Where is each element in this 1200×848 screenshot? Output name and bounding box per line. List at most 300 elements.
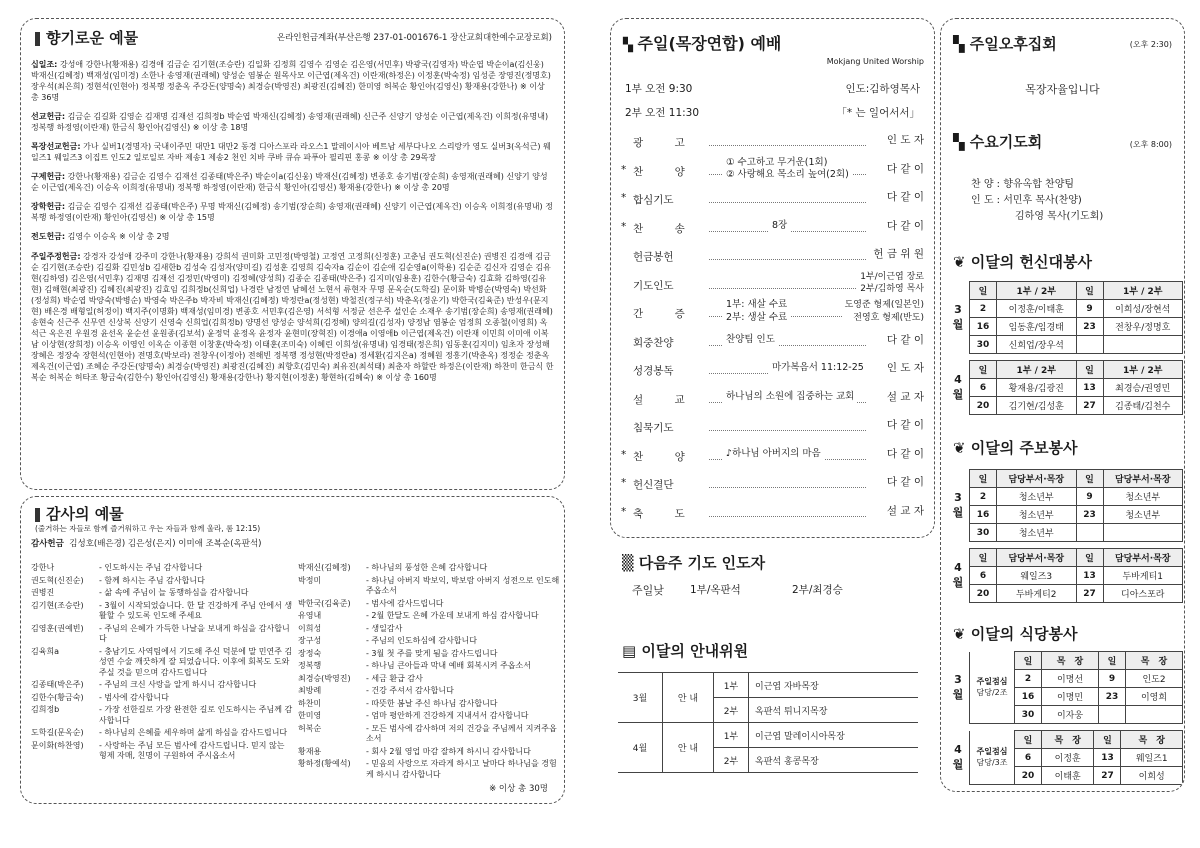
thanks-entry <box>298 759 560 780</box>
thanks-message: - 따뜻한 봄날 주신 하나님 감사합니다 <box>366 698 498 708</box>
bullet-icon: ▒ <box>622 554 639 572</box>
schedule-cell: 20 <box>970 585 997 603</box>
wednesday-lines <box>971 177 1103 225</box>
service-leader: 다 같 이 <box>884 476 924 489</box>
service-name: 광 고 <box>633 137 685 149</box>
thanks-name: 김종태(박은주) <box>31 680 84 689</box>
thanks-entry <box>31 680 293 691</box>
schedule-table <box>947 360 1183 415</box>
thanks-name: 황하정(황예석) <box>298 759 351 768</box>
schedule-col: 일 <box>970 282 997 300</box>
thanks-name: 강한나 <box>31 563 55 572</box>
schedule-row <box>947 567 1183 585</box>
schedule-col: 1부 / 2부 <box>1103 282 1183 300</box>
thanks-entry <box>298 674 560 685</box>
worship-leader: 인도:김하영목사 <box>845 83 920 95</box>
schedule-cell: 16 <box>1015 688 1042 706</box>
schedule-table <box>947 548 1183 603</box>
schedule-header <box>947 361 1183 379</box>
offering-names: 김금순 김영수 김재선 김종태(박은주) 무명 박재신(김혜정) 송기범(장순희) 송영재(권래혜) 신양기 이근엽(제옥건) 이승옥 이희정(유명내) 정복행 하정영(이란재) 황인아(김영신) <box>31 202 553 222</box>
guide-role: 안 내 <box>663 673 714 723</box>
offering-total: ※ 이상 총 36명 <box>31 82 545 102</box>
schedule-col: 일 <box>1094 731 1121 749</box>
offerings-title <box>35 27 138 48</box>
leaf-icon: ❦ <box>953 253 971 271</box>
thanks-entry <box>31 741 293 762</box>
schedule-lead <box>970 652 1015 724</box>
thanks-message: - 세금 환급 감사 <box>366 673 423 683</box>
service-row <box>619 327 926 356</box>
leaf-icon: ❦ <box>953 625 971 643</box>
service-leader: 다 같 이 <box>884 448 924 461</box>
wednesday-time: (오후 8:00) <box>1129 140 1172 149</box>
schedule-col: 일 <box>1076 361 1103 379</box>
thanks-message: - 인도하시는 주님 감사합니다 <box>99 563 203 572</box>
schedule-cell: 이정훈 <box>1042 749 1094 767</box>
thanks-name: 박한국(김육준) <box>298 598 351 608</box>
thanks-title <box>35 503 124 524</box>
schedule-cell: 청소년부 <box>997 488 1077 506</box>
offering-label: 전도헌금: <box>31 232 66 241</box>
bullet-icon: ▤ <box>622 642 642 660</box>
schedule-month: 4월 <box>952 743 964 771</box>
schedule-cell: 청소년부 <box>997 506 1077 524</box>
offering-total: ※ 이상 총 160명 <box>376 373 437 382</box>
special-thanks-label: 감사헌금 <box>31 539 64 549</box>
service-leader: 다 같 이 <box>884 163 924 176</box>
guides <box>610 640 935 780</box>
schedule-cell: 이희성 <box>1121 767 1183 785</box>
thanks-message: - 삶 속에 주님이 늘 동행하심을 감사합니다 <box>99 588 249 597</box>
service-row <box>619 498 926 527</box>
service-name: 헌신결단 <box>633 479 674 491</box>
schedule-col: 일 <box>970 549 997 567</box>
service-name: 회중찬양 <box>633 336 674 349</box>
worship-time2: 2부 오전 11:30 <box>625 107 700 119</box>
thanks-total: ※ 이상 총 30명 <box>489 783 548 794</box>
guides-table <box>618 672 918 773</box>
guide-month: 3월 <box>618 673 663 723</box>
schedule-cell: 청소년부 <box>1103 506 1183 524</box>
guide-name: 이근엽 자바목장 <box>749 673 919 698</box>
service-name: 합심기도 <box>633 194 674 206</box>
service-name: 성경봉독 <box>633 365 674 377</box>
schedule-cell: 인도2 <box>1126 670 1183 688</box>
schedule-row <box>947 585 1183 603</box>
offering-group <box>31 251 554 383</box>
service-dots <box>709 259 866 260</box>
offering-group <box>31 141 554 163</box>
thanks-name: 황재용 <box>298 746 322 756</box>
schedule-cell <box>1103 524 1183 542</box>
cafeteria-tables <box>947 651 1183 785</box>
schedule-cell: 2 <box>970 488 997 506</box>
wednesday-line: 인 도 : 서민후 목사(찬양) <box>971 195 1082 206</box>
thanks-left-list <box>31 563 293 764</box>
schedule-lead-sub: 담당/3조 <box>976 758 1008 768</box>
thanks-message: - 생일감사 <box>366 623 403 633</box>
guide-name: 옥판석 홍콩목장 <box>749 748 919 773</box>
service-row <box>619 412 926 441</box>
leaf-icon: ❦ <box>953 439 971 457</box>
thanks-entry <box>298 747 560 758</box>
schedule-cell: 이영희 <box>1126 688 1183 706</box>
service-leader: 1부/이근엽 장로 2부/김하영 목사 <box>857 271 924 296</box>
service-dots <box>709 288 866 289</box>
schedule-cell: 9 <box>1076 300 1103 318</box>
service-star: * <box>621 448 627 461</box>
service-name: 침묵기도 <box>633 422 674 434</box>
bulletin-tables <box>947 469 1183 603</box>
thanks-entry <box>298 563 560 574</box>
thanks-message: - 하나님 큰아들과 막내 예배 회복시켜 주옵소서 <box>366 661 531 670</box>
thanks-name: 최경승(박영진) <box>298 673 351 683</box>
guide-month: 4월 <box>618 723 663 773</box>
schedule-col: 목 장 <box>1126 652 1183 670</box>
schedule-cell: 6 <box>1015 749 1042 767</box>
offering-groups <box>31 59 554 391</box>
bullet-icon: ▚ <box>623 38 638 53</box>
devotion-title <box>953 251 1092 272</box>
schedule-col: 일 <box>1099 652 1126 670</box>
thanks-name: 권병진 <box>31 588 55 597</box>
schedule-cell: 디아스포라 <box>1103 585 1183 603</box>
service-detail: 마가복음서 11:12-25 <box>769 362 867 375</box>
service-name: 찬 양 <box>633 165 685 178</box>
thanks-message: - 주님의 인도하심에 감사합니다 <box>366 636 477 645</box>
schedule-header <box>947 470 1183 488</box>
schedule-header <box>947 731 1183 749</box>
thanks-name: 박정미 <box>298 575 322 585</box>
afternoon-text: 목장자율입니다 <box>1025 83 1100 96</box>
special-thanks-names: 김성호(배은경) 김은성(은지) 이미애 조복순(옥판석) <box>69 539 262 549</box>
schedule-col: 담당부서·목장 <box>1103 549 1183 567</box>
thanks-message: - 가장 선한길로 가장 완전한 길로 인도하시는 주님께 감사합니다 <box>99 705 293 725</box>
schedule-col: 담당부서·목장 <box>997 549 1077 567</box>
schedule-cell: 27 <box>1076 585 1103 603</box>
schedule-col: 일 <box>1076 549 1103 567</box>
schedule-cell: 웨일즈1 <box>1121 749 1183 767</box>
schedule-cell: 2 <box>970 300 997 318</box>
schedule-col: 담당부서·목장 <box>997 470 1077 488</box>
service-dots <box>709 430 866 431</box>
thanks-entry <box>31 601 293 622</box>
schedule-cell: 23 <box>1099 688 1126 706</box>
account-info: 온라인헌금계좌(부산은행 237-01-001676-1 장산교회대한예수교장로회) <box>277 33 552 43</box>
thanks-verse: (줄거하는 자들로 함께 즐거워하고 우는 자들과 함께 울라, 롬 12:15) <box>35 524 261 533</box>
guides-title-text: 이달의 안내위원 <box>641 642 749 660</box>
schedule-cell: 이태훈 <box>1042 767 1094 785</box>
thanks-entry <box>298 611 560 622</box>
service-row <box>619 241 926 270</box>
service-row <box>619 469 926 498</box>
thanks-entry <box>31 576 293 587</box>
thanks-name: 김희정b <box>31 705 60 714</box>
schedule-cell: 30 <box>1015 706 1042 724</box>
thanks-entry <box>298 624 560 635</box>
thanks-message: - 주님의 은혜가 가득한 나날을 보내게 하심을 감사합니다 <box>99 623 290 643</box>
schedule-row <box>947 524 1183 542</box>
thanks-message: - 범사에 감사합니다 <box>99 692 169 702</box>
offering-total: ※ 이상 총 2명 <box>119 232 170 241</box>
guide-service: 1부 <box>714 723 749 748</box>
service-leader: 다 같 이 <box>884 334 924 347</box>
guide-name: 옥판석 튀니지목장 <box>749 698 919 723</box>
thanks-name: 문이화(하찬영) <box>31 740 84 750</box>
schedule-cell: 13 <box>1076 379 1103 397</box>
service-leader: 헌 금 위 원 <box>870 248 924 261</box>
thanks-name: 김영훈(권예빈) <box>31 623 84 633</box>
schedule-header <box>947 282 1183 300</box>
schedule-cell: 16 <box>970 506 997 524</box>
thanks-name: 장구성 <box>298 636 322 645</box>
schedule-month: 4월 <box>952 373 964 401</box>
schedule-col: 일 <box>970 470 997 488</box>
offering-names: 김영수 이승옥 <box>67 232 117 241</box>
afternoon-title <box>953 33 1057 54</box>
thanks-message: - 하나님의 은혜를 세우하며 삶게 하심을 감사드립니다 <box>99 728 288 737</box>
schedule-cell: 27 <box>1076 397 1103 415</box>
schedule-cell: 6 <box>970 379 997 397</box>
thanks-name: 김한수(황금숙) <box>31 692 84 702</box>
afternoon-time: (오후 2:30) <box>1129 40 1172 49</box>
thanks-name: 김기현(조승란) <box>31 600 84 610</box>
schedule-col: 일 <box>1015 731 1042 749</box>
thanks-message: - 함께 하시는 주님 감사합니다 <box>99 575 205 585</box>
schedule-lead-title: 주일점심 <box>976 747 1008 757</box>
offerings-title-text: 향기로운 예물 <box>46 29 139 47</box>
thanks-name: 정복행 <box>298 661 322 670</box>
schedule-table <box>947 469 1183 542</box>
service-dots <box>709 145 866 146</box>
schedule-cell <box>1076 524 1103 542</box>
schedule-cell: 청소년부 <box>1103 488 1183 506</box>
service-leader: 인 도 자 <box>884 134 924 147</box>
thanks-name: 유영내 <box>298 611 322 620</box>
guide-service: 2부 <box>714 698 749 723</box>
schedule-col: 1부 / 2부 <box>997 361 1077 379</box>
offering-total: ※ 이상 총 15명 <box>159 213 215 222</box>
afternoon-title-text: 주일오후집회 <box>969 35 1057 53</box>
offering-total: ※ 이상 총 20명 <box>394 183 450 192</box>
offering-label: 목장선교헌금: <box>31 142 81 151</box>
thanks-name: 최방례 <box>298 686 322 695</box>
worship-subtitle: Mokjang United Worship <box>826 57 924 66</box>
thanks-entry <box>298 636 560 647</box>
schedule-month: 4월 <box>952 561 964 589</box>
offering-names: 김금순 김길화 김영순 김재명 김재선 김희정b 박순엽 박재신(김혜정) 송영재(권래혜) 신근주 신양기 양성순 이근엽(제옥건) 이희정(유명내) 정복행 하정영(이란재) 한금식 황인아(김영신) <box>31 112 549 132</box>
thanks-entry <box>31 693 293 704</box>
offering-names: 강한나(황재용) 김금순 김영수 김재선 김종태(박은주) 박순이a(김신웅) 박재신(김혜정) 변종호 송기범(장순희) 송영재(권래혜) 신양기 양성순 이근엽(제옥건) 이승옥 이희정(유명내) 정복행 하정영(이란재) 한금식 황인아(김영신) 황재용(강한나) <box>31 172 548 192</box>
schedule-col: 일 <box>970 361 997 379</box>
schedule-cell: 이명민 <box>1042 688 1099 706</box>
thanks-message: - 하나님 아버지 박보익, 박보람 아버지 성전으로 인도해 주옵소서 <box>366 575 560 595</box>
schedule-table <box>947 281 1183 354</box>
service-row <box>619 270 926 299</box>
schedule-cell: 두바게티1 <box>1103 567 1183 585</box>
thanks-entry <box>298 724 560 745</box>
schedule-cell: 김종태/김천수 <box>1103 397 1183 415</box>
schedule-cell: 이명선 <box>1042 670 1099 688</box>
offering-group <box>31 201 554 223</box>
schedule-month: 3월 <box>952 491 964 519</box>
schedule-cell: 전창우/정명호 <box>1103 318 1183 336</box>
offering-label: 장학헌금: <box>31 202 66 211</box>
worship-title-text: 주일(목장연합) 예배 <box>637 34 782 53</box>
schedule-col: 1부 / 2부 <box>997 282 1077 300</box>
schedule-cell: 최경승/권영민 <box>1103 379 1183 397</box>
schedule-cell: 27 <box>1094 767 1121 785</box>
guides-title <box>622 640 748 661</box>
thanks-entry <box>298 576 560 597</box>
thanks-entry <box>31 563 293 574</box>
wednesday-line: 찬 양 : 향유옥합 찬양팀 <box>971 179 1075 190</box>
service-row <box>619 213 926 242</box>
schedule-cell: 이정훈/이태훈 <box>997 300 1077 318</box>
cafeteria-title-text: 이달의 식당봉사 <box>970 625 1078 643</box>
schedule-cell: 2 <box>1015 670 1042 688</box>
service-star: * <box>621 477 627 489</box>
service-leader: 인 도 자 <box>884 362 924 375</box>
schedule-lead-title: 주일점심 <box>976 677 1008 687</box>
service-name: 찬 송 <box>633 222 685 235</box>
schedule-cell: 9 <box>1076 488 1103 506</box>
schedule-row <box>947 506 1183 524</box>
thanks-name: 장정숙 <box>298 648 322 658</box>
thanks-right-list <box>298 563 560 782</box>
bulletin-title <box>953 437 1077 458</box>
schedule-col: 담당부서·목장 <box>1103 470 1183 488</box>
schedule-month: 3월 <box>952 673 964 701</box>
offering-total: ※ 이상 총 18명 <box>192 123 249 132</box>
thanks-message: - 엄마 평안하게 건강하게 지내셔서 감사합니다 <box>366 711 529 720</box>
schedule-row <box>947 397 1183 415</box>
thanks-name: 박재신(김혜정) <box>298 563 351 572</box>
thanks-name: 도학길(문옥순) <box>31 728 84 737</box>
schedule-cell: 30 <box>970 524 997 542</box>
wednesday-title <box>953 131 1042 152</box>
guide-service: 1부 <box>714 673 749 698</box>
service-row <box>619 127 926 156</box>
thanks-title-text: 감사의 예물 <box>46 505 124 523</box>
service-dots <box>709 487 866 488</box>
next-label: 주일낮 <box>632 584 664 597</box>
guide-service: 2부 <box>714 748 749 773</box>
offering-label: 구제헌금: <box>31 172 66 181</box>
thanks-name: 권도혁(신진순) <box>31 575 84 585</box>
schedule-cell <box>1103 336 1183 354</box>
service-row <box>619 441 926 470</box>
offering-total: ※ 이상 총 29목장 <box>372 153 436 162</box>
service-row <box>619 156 926 185</box>
schedule-col: 1부 / 2부 <box>1103 361 1183 379</box>
schedule-cell: 웨일즈3 <box>997 567 1077 585</box>
thanks-name: 하찬미 <box>298 698 322 708</box>
service-leader: 다 같 이 <box>884 191 924 204</box>
thanks-entry <box>31 647 293 679</box>
schedule-cell: 신희업/장우석 <box>997 336 1077 354</box>
service-star: * <box>621 220 627 233</box>
schedule-cell: 임동훈/임경태 <box>997 318 1077 336</box>
schedule-cell: 16 <box>970 318 997 336</box>
thanks-entry <box>31 588 293 599</box>
offering-names: 강성애 강한나(황재용) 김경애 김금순 김기현(조승란) 김일화 김정희 김영수 김영순 김은영(서민후) 박광국(김영자) 박순엽 박순이a(김신웅) 박재신(김혜정) 백재성(임미경) 소한나 송영재(권래혜) 양성순 염봉순 원목사모 이근엽(제옥건) 이란재(하정은) 이정훈(박숙정) 임성준 장영진(정명호) 장우석(최은희) 정현석(인현아) 정복행 정춘옥 주강돈(양명숙) 최경승(박영진) 최광진(김혜진) 한미영 허복순 황인아(김영신) 황재용(강한나) <box>31 60 551 91</box>
schedule-cell: 13 <box>1094 749 1121 767</box>
service-detail: ① 수고하고 무거운(1회) ② 사랑해요 목소리 높여(2회) <box>723 157 852 182</box>
schedule-cell: 9 <box>1099 670 1126 688</box>
service-leader: 다 같 이 <box>884 220 924 233</box>
thanks-message: - 3월 첫 주를 맞게 됨을 감사드립니다 <box>366 648 498 658</box>
schedule-cell: 김기현/김성훈 <box>997 397 1077 415</box>
service-detail: ♪하나님 아버지의 마음 <box>723 448 824 461</box>
thanks-message: - 모든 범사에 감사하며 저의 건강을 주님께서 지켜주옵소서 <box>366 723 557 743</box>
thanks-entry <box>298 599 560 610</box>
schedule-cell: 청소년부 <box>997 524 1077 542</box>
schedule-header <box>947 549 1183 567</box>
schedule-row <box>947 379 1183 397</box>
schedule-cell: 6 <box>970 567 997 585</box>
worship-title <box>623 31 781 54</box>
guide-name: 이근엽 말레이시아목장 <box>749 723 919 748</box>
service-name: 기도인도 <box>633 279 674 292</box>
bullet-icon: ▚ <box>953 35 970 53</box>
service-detail: 찬양팀 인도 <box>723 334 778 347</box>
worship-time1: 1부 오전 9:30 <box>625 83 693 95</box>
next-title-text: 다음주 기도 인도자 <box>638 554 766 572</box>
schedule-cell: 20 <box>970 397 997 415</box>
thanks-entry <box>31 728 293 739</box>
thanks-entry <box>298 711 560 722</box>
right-box <box>940 18 1185 792</box>
thanks-entry <box>298 661 560 672</box>
thanks-message: - 주님의 크신 사랑을 알게 하시니 감사합니다 <box>99 680 257 689</box>
schedule-row <box>947 300 1183 318</box>
next-1: 1부/옥판석 <box>690 584 741 596</box>
service-row <box>619 298 926 327</box>
offering-label: 주일주정헌금: <box>31 252 81 261</box>
thanks-message: - 2월 한달도 은혜 가운데 보내게 하심 감사합니다 <box>366 611 539 620</box>
service-name: 간 증 <box>633 308 685 320</box>
schedule-cell <box>1126 706 1183 724</box>
thanks-name: 이희성 <box>298 623 322 633</box>
guides-row <box>618 673 918 698</box>
schedule-col: 목 장 <box>1042 652 1099 670</box>
offering-names: 가나 실버1(경명자) 국내이주민 대만1 대만2 동경 디아스포라 라오스1 말레이시아 베트남 세부다나오 스리랑카 영도 실버3(옥석근) 웨일즈1 웨일즈3 이집트 인도2 일로일로 자바 제송1 제송2 천인 치바 쿠바 큐슈 파푸아 필리핀 홍콩 <box>31 142 551 162</box>
schedule-row <box>947 318 1183 336</box>
section-marker-icon <box>35 32 40 46</box>
service-star: * <box>621 192 627 204</box>
service-star: * <box>621 163 627 176</box>
thanks-message: - 3월이 시작되었습니다. 한 달 건강하게 주님 안에서 생활할 수 있도록 인도해 주세요 <box>99 600 293 620</box>
thanks-entry <box>298 686 560 697</box>
schedule-col: 일 <box>1015 652 1042 670</box>
schedule-cell: 13 <box>1076 567 1103 585</box>
schedule-table <box>947 651 1183 724</box>
wednesday-line: 김하영 목사(기도회) <box>1015 211 1104 222</box>
schedule-col: 목 장 <box>1121 731 1183 749</box>
offering-group <box>31 231 554 242</box>
service-name: 설 교 <box>633 393 685 406</box>
offering-group <box>31 171 554 193</box>
thanks-name: 김육희a <box>31 646 60 656</box>
schedule-cell: 30 <box>970 336 997 354</box>
schedule-table <box>947 730 1183 785</box>
thanks-message: - 충남기도 사역팀에서 기도해 주신 덕분에 말 민연주 김성연 수술 깨끗하게 잘 되었습니다. 이후에 회복도 도와주실 것을 믿으며 감사드립니다 <box>99 646 293 677</box>
schedule-lead <box>970 731 1015 785</box>
schedule-month: 3월 <box>952 303 964 331</box>
service-star: * <box>621 505 627 518</box>
thanks-name: 허복순 <box>298 723 322 733</box>
